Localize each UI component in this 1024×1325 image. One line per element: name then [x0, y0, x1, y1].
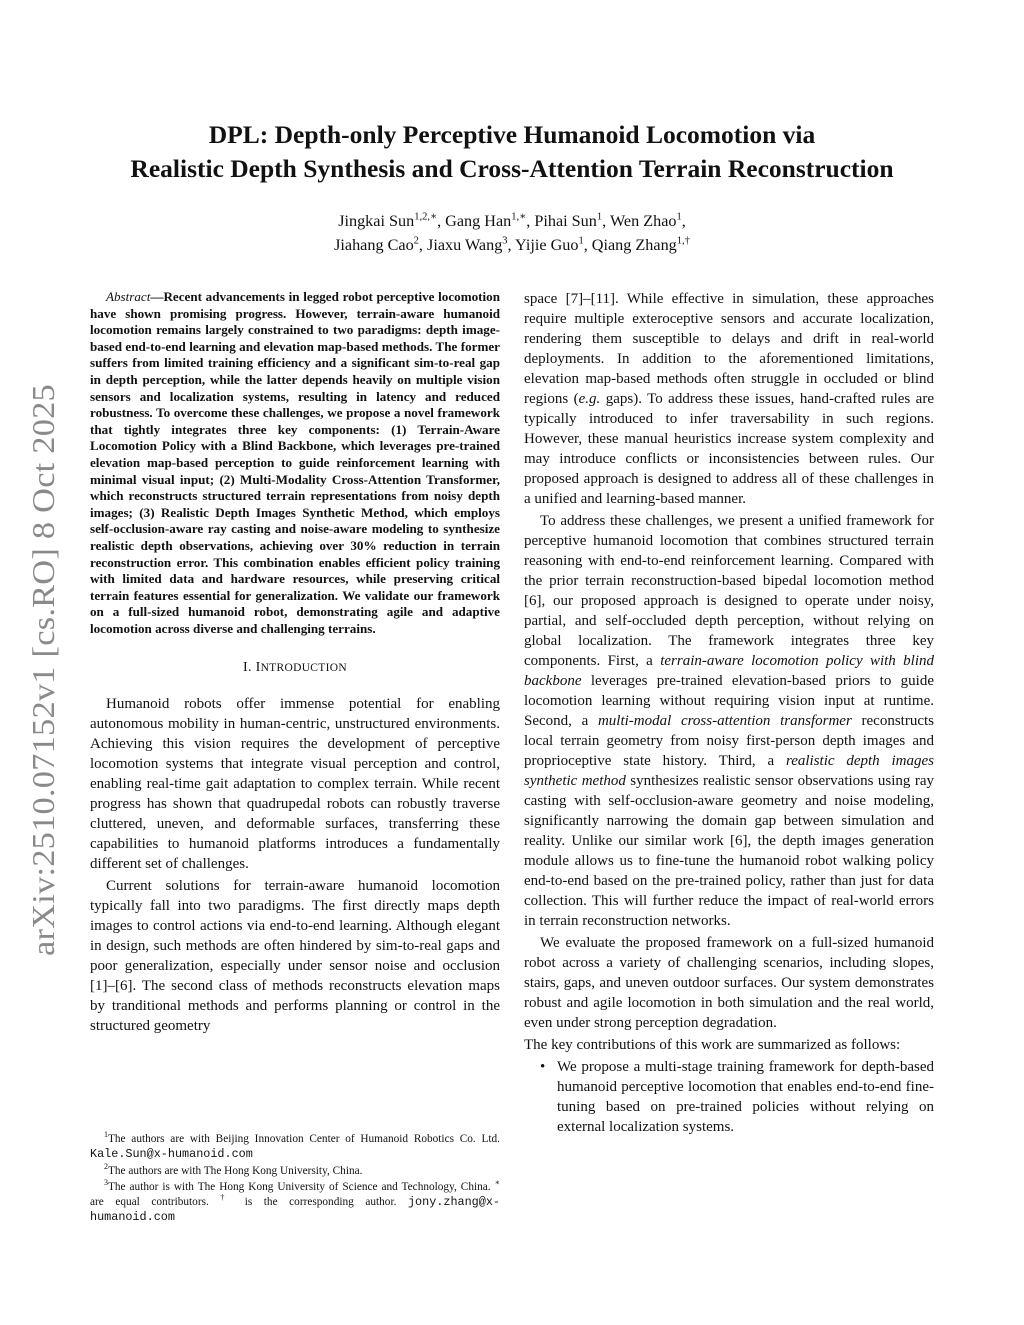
footnote-1: $^1$The authors are with Beijing Innovation Center of Humanoid Robotics Co. Ltd. Kale.Sun@x-humanoid.com	[90, 1130, 500, 1161]
author-name: Qiang Zhang	[591, 236, 677, 254]
email-link[interactable]: Kale.Sun@x-humanoid.com	[90, 1146, 253, 1161]
author-affiliation: 1,†	[676, 235, 690, 247]
author-name: Gang Han	[445, 212, 512, 230]
intro-paragraph-2: Current solutions for terrain-aware humanoid locomotion typically fall into two paradigms. The first directly maps depth images to control actions via end-to-end learning. Although elegant in design, such methods are often hindered by sim-to-real gaps and poor generalization, especially under sensor noise and occlusion [1]–[6]. The second class of methods reconstructs elevation maps by tranditional methods and performs planning or control in the structured geometry	[90, 878, 500, 1035]
bullet-icon: •	[540, 1059, 546, 1075]
author-affiliation: 1	[596, 211, 603, 223]
paper-title	[80, 118, 944, 186]
author-line-1: Jingkai Sun$^{1,2,∗}$, Gang Han$^{1,∗}$, Pihai Sun$^1$, Wen Zhao$^1$,	[338, 211, 686, 230]
body-paragraph: The key contributions of this work are summarized as follows:	[524, 1037, 901, 1053]
author-affiliation: 2	[413, 235, 419, 247]
section-heading-introduction: I. INTRODUCTION	[243, 660, 347, 676]
right-column	[524, 289, 934, 1137]
body-paragraph: To address these challenges, we present a unified framework for perceptive humanoid locomotion that combines structured terrain reasoning with end-to-end reinforcement learning. Compared with the prior terrain reconstruction-based bipedal locomotion method [6], our proposed approach is designed to operate under noisy, partial, and self-occluded depth perception, without relying on global localization. The framework integrates three key components. First, a terrain-aware locomotion policy with blind backbone leverages pre-trained elevation-based priors to guide locomotion learning without requiring vision input at runtime. Second, a multi-modal cross-attention transformer reconstructs local terrain geometry from noisy first-person depth images and proprioceptive state history. Third, a realistic depth images synthetic method synthesizes realistic sensor observations using ray casting with self-occlusion-aware geometry and noise modeling, significantly narrowing the domain gap between simulation and reality. Unlike our similar work [6], the depth images generation module allows us to fine-tune the humanoid robot walking policy end-to-end based on the pre-trained policy, rather than just for data collection. This will further reduce the impact of real-world errors in terrain reconstruction networks.	[524, 513, 934, 929]
author-affiliation: 3	[502, 235, 508, 247]
author-name: Jingkai Sun	[338, 212, 415, 230]
author-name: Yijie Guo	[515, 236, 579, 254]
abstract-text: Recent advancements in legged robot perceptive locomotion have shown promising progress. However, terrain-aware humanoid locomotion remains largely constrained to two paradigms: depth image-based end-to-end learning and elevation map-based methods. The former suffers from limited training efficiency and a significant sim-to-real gap in depth perception, while the latter depends heavily on multiple vision sensors and localization systems, resulting in latency and reduced robustness. To overcome these challenges, we propose a novel framework that tightly integrates three key components: (1) Terrain-Aware Locomotion Policy with a Blind Backbone, which leverages pre-trained elevation map-based perception to guide reinforcement learning with minimal visual input; (2) Multi-Modality Cross-Attention Transformer, which reconstructs structured terrain representations from noisy depth images; (3) Realistic Depth Images Synthetic Method, which employs self-occlusion-aware ray casting and noise-aware modeling to synthesize realistic depth observations, achieving over 30% reduction in terrain reconstruction error. This combination enables efficient policy training with limited data and hardware resources, while preserving critical terrain features essential for generalization. We validate our framework on a full-sized humanoid robot, demonstrating agile and adaptive locomotion across diverse and challenging terrains.	[90, 289, 500, 636]
author-name: Jiahang Cao	[334, 236, 414, 254]
contribution-list-item: • We propose a multi-stage training framework for depth-based humanoid perceptive locomotion that enables end-to-end fine-tuning based on pre-trained policies without relying on external localization systems.	[540, 1059, 934, 1135]
author-affiliation: 1	[578, 235, 584, 247]
arxiv-stamp-text: arXiv:2510.07152v1 [cs.RO] 8 Oct 2025	[26, 432, 61, 956]
author-list	[200, 209, 824, 257]
author-affiliation: 1	[676, 211, 682, 223]
abstract-dash: —	[150, 289, 164, 304]
intro-paragraph-1: Humanoid robots offer immense potential for enabling autonomous mobility in human-centric, unstructured environments. Achieving this vision requires the development of perceptive locomotion systems that integrate visual perception and control, enabling real-time gait adaptation to complex terrain. While recent progress has shown that quadrupedal robots can robustly traverse cluttered, uneven, and deformable surfaces, transferring these capabilities to humanoid platforms introduces a fundamentally different set of challenges.	[90, 696, 500, 873]
email-link[interactable]: jony.zhang@x-humanoid.com	[90, 1195, 500, 1224]
title-line-2: Realistic Depth Synthesis and Cross-Attention Terrain Reconstruction	[130, 154, 894, 183]
body-paragraph: We evaluate the proposed framework on a full-sized humanoid robot across a variety of challenging scenarios, including slopes, stairs, gaps, and uneven outdoor surfaces. Our system demonstrates robust and agile locomotion in both simulation and the real world, even under strong perception degradation.	[524, 935, 934, 1031]
author-affiliation: 1,2,∗	[414, 211, 438, 223]
footnote-3: $^3$The author is with The Hong Kong University of Science and Technology, China. ∗ are equal contributors. † is the corresponding author. jony.zhang@x-humanoid.com	[90, 1178, 500, 1224]
left-column	[90, 289, 500, 1036]
abstract	[90, 289, 500, 637]
title-line-1: DPL: Depth-only Perceptive Humanoid Locomotion via	[208, 120, 816, 149]
author-affiliation: 1,∗	[511, 211, 527, 223]
body-paragraph-continued: space [7]–[11]. While effective in simulation, these approaches require multiple exteroceptive sensors and accurate localization, rendering them susceptible to delays and drift in real-world deployments. In addition to the aforementioned limitations, elevation map-based methods often struggle in occluded or blind regions (e.g. gaps). To address these issues, hand-crafted rules are typically introduced to infer traversability in such regions. However, these manual heuristics increase system complexity and may introduce conflicts or inconsistencies between rules. Our proposed approach is designed to address all of these challenges in a unified and learning-based manner.	[524, 291, 934, 507]
footnote-2: $^2$The authors are with The Hong Kong University, China.	[104, 1161, 363, 1177]
author-name: Jiaxu Wang	[427, 236, 503, 254]
footnotes	[90, 1132, 500, 1227]
author-name: Pihai Sun	[534, 212, 597, 230]
author-name: Wen Zhao	[609, 212, 677, 230]
author-line-2: Jiahang Cao$^2$, Jiaxu Wang$^3$, Yijie Guo$^1$, Qiang Zhang$^{1,\dagger}$	[334, 235, 690, 254]
arxiv-identifier-stamp	[14, 380, 66, 960]
abstract-label: Abstract	[106, 289, 151, 304]
